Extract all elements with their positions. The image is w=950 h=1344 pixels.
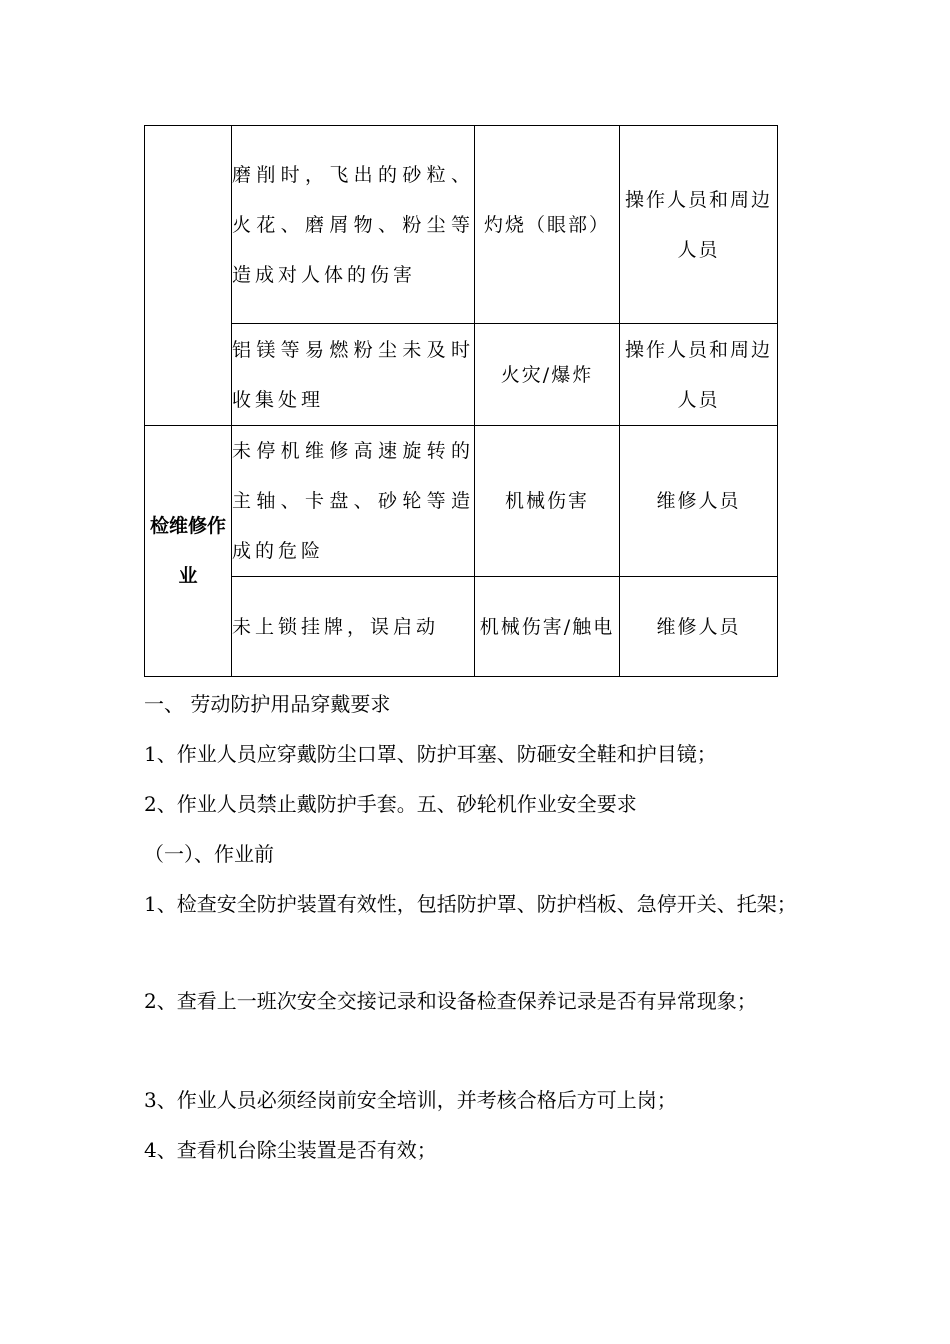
affected-persons-cell: 操作人员和周边人员	[620, 324, 778, 426]
accident-type-cell: 机械伤害/触电	[475, 577, 620, 677]
table-row	[145, 577, 778, 677]
paragraph: 2、查看上一班次安全交接记录和设备检查保养记录是否有异常现象；	[144, 989, 757, 1013]
hazard-source-cell: 铝镁等易燃粉尘未及时收集处理	[232, 324, 475, 426]
paragraph: 1、检查安全防护装置有效性，包括防护罩、防护档板、急停开关、托架；	[144, 892, 797, 916]
accident-type-cell: 灼烧（眼部）	[475, 126, 620, 324]
paragraph: 2、作业人员禁止戴防护手套。五、砂轮机作业安全要求	[144, 792, 637, 816]
hazard-source-cell: 未停机维修高速旋转的主轴、卡盘、砂轮等造成的危险	[232, 426, 475, 577]
table-row	[145, 324, 778, 426]
hazard-source-cell: 未上锁挂牌，误启动	[232, 577, 475, 677]
affected-persons-cell: 操作人员和周边人员	[620, 126, 778, 324]
accident-type-cell: 火灾/爆炸	[475, 324, 620, 426]
hazard-source-cell: 磨削时，飞出的砂粒、火花、磨屑物、粉尘等造成对人体的伤害	[232, 126, 475, 324]
subsection-heading: （一）、作业前	[144, 842, 274, 866]
category-cell	[145, 126, 232, 426]
hazard-table	[144, 125, 778, 677]
table-row	[145, 426, 778, 577]
category-cell: 检维修作业	[145, 426, 232, 677]
section-heading-ppe: 一、 劳动防护用品穿戴要求	[144, 692, 391, 716]
affected-persons-cell: 维修人员	[620, 577, 778, 677]
affected-persons-cell: 维修人员	[620, 426, 778, 577]
paragraph: 3、作业人员必须经岗前安全培训，并考核合格后方可上岗；	[144, 1088, 677, 1112]
accident-type-cell: 机械伤害	[475, 426, 620, 577]
paragraph: 1、作业人员应穿戴防尘口罩、防护耳塞、防砸安全鞋和护目镜；	[144, 742, 717, 766]
table-row	[145, 126, 778, 324]
paragraph: 4、查看机台除尘装置是否有效；	[144, 1138, 437, 1162]
